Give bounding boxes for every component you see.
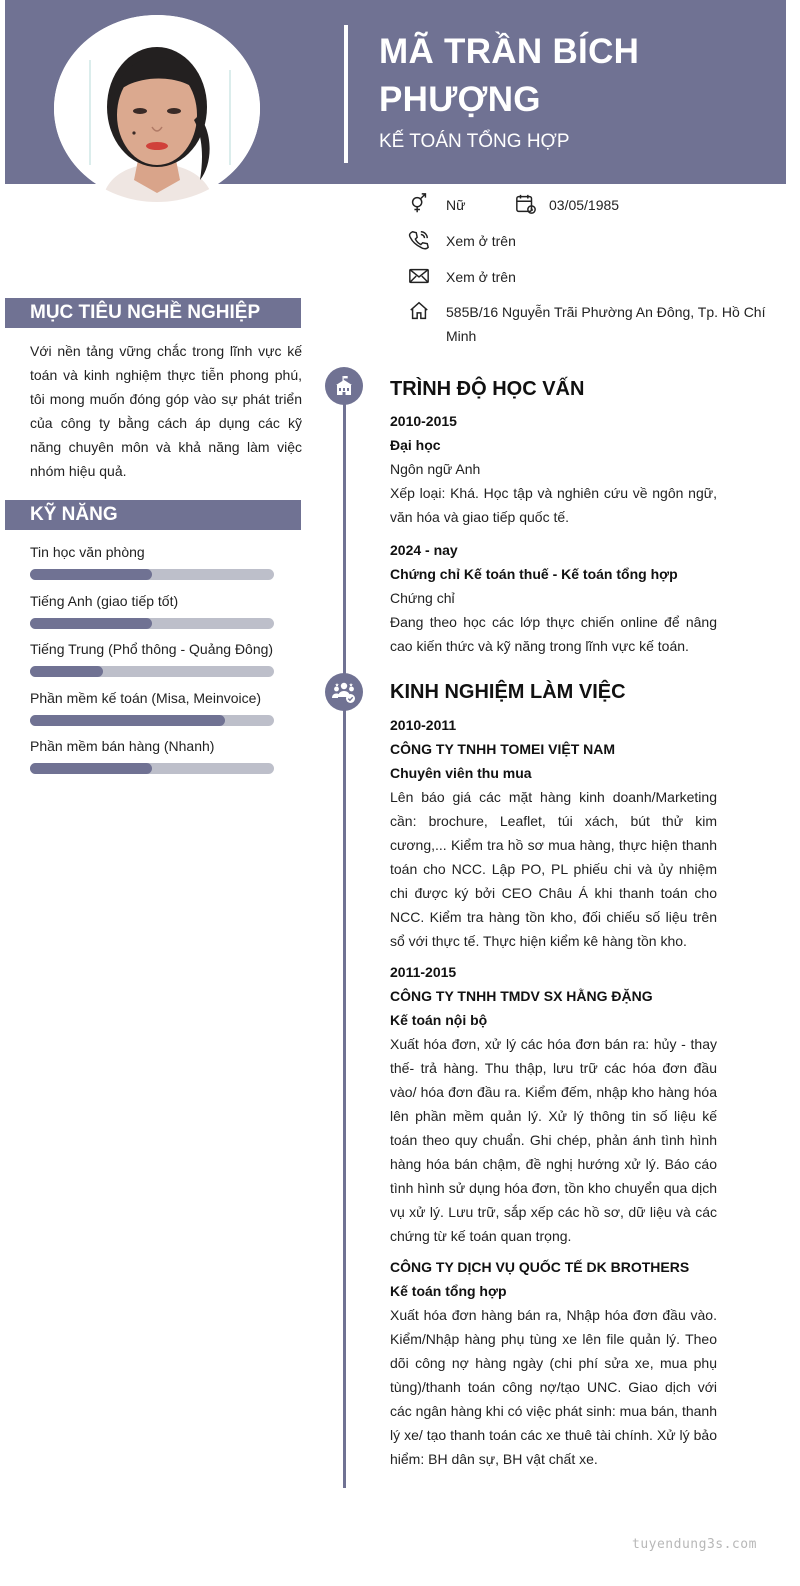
- experience-desc: Xuất hóa đơn, xử lý các hóa đơn bán ra: hủy - thay thế- trả hàng. Thu thập, lưu trữ các hóa đơn đầu vào/ hóa đơn đầu ra. Kiểm đếm, nhập kho hàng hóa lên phần mềm quản lý. Xử lý thông tin số liệu kế toán theo quy chuẩn. Ghi chép, phản ánh tình hình hàng hóa bán chậm, đề nghị hướng xử lý. Báo cáo tình hình sử dụng hóa đơn, tồn kho chuyển qua dịch vụ xử lý. Lưu trữ, sắp xếp các hồ sơ, dữ liệu và các chứng từ kế toán quan trọng.: [390, 1036, 717, 1244]
- mail-icon: [408, 265, 432, 289]
- education-desc: Xếp loại: Khá. Học tập và nghiên cứu về ngôn ngữ, văn hóa và giao tiếp quốc tế.: [390, 485, 717, 525]
- objective-text: Với nền tảng vững chắc trong lĩnh vực kế toán và kinh nghiệm thực tiễn phong phú, tôi mong muốn đóng góp vào sự phát triển của công ty bằng cách áp dụng các kỹ năng chuyên môn và khả năng làm việc nhóm hiệu quả.: [30, 343, 302, 479]
- education-major: Ngôn ngữ Anh: [390, 461, 481, 477]
- skill-item: [30, 736, 274, 756]
- email-value: Xem ở trên: [446, 269, 516, 285]
- education-major: Chứng chỉ: [390, 590, 455, 606]
- skill-label: Tiếng Anh (giao tiếp tốt): [30, 592, 179, 609]
- team-icon: [325, 673, 363, 711]
- experience-role: Kế toán tổng hợp: [390, 1283, 507, 1299]
- experience-item: [390, 960, 717, 1248]
- watermark: tuyendung3s.com: [632, 1537, 757, 1552]
- skill-bar-track: [30, 618, 274, 629]
- skill-bar-fill: [30, 569, 152, 580]
- experience-role: Chuyên viên thu mua: [390, 765, 532, 781]
- objective-heading: MỤC TIÊU NGHỀ NGHIỆP: [5, 298, 301, 328]
- skill-bar-fill: [30, 618, 152, 629]
- phone-value: Xem ở trên: [446, 233, 516, 249]
- experience-company: CÔNG TY TNHH TOMEI VIỆT NAM: [390, 741, 616, 757]
- experience-company: CÔNG TY DỊCH VỤ QUỐC TẾ DK BROTHERS: [390, 1259, 690, 1275]
- education-period: 2024 - nay: [390, 542, 458, 558]
- candidate-title: KẾ TOÁN TỔNG HỢP: [379, 131, 570, 152]
- experience-company: CÔNG TY TNHH TMDV SX HẰNG ĐẶNG: [390, 988, 653, 1004]
- candidate-name: MÃ TRẦN BÍCH PHƯỢNG: [379, 32, 640, 119]
- skill-bar-track: [30, 666, 274, 677]
- phone-icon: [408, 229, 432, 253]
- education-degree: Đại học: [390, 437, 441, 453]
- header-divider: [344, 25, 348, 163]
- skill-bar-track: [30, 715, 274, 726]
- gender-value: Nữ: [446, 197, 466, 213]
- experience-desc: Lên báo giá các mặt hàng kinh doanh/Marketing cần: brochure, Leaflet, túi xách, bút thử kim cương,... Kiểm tra hồ sơ mua hàng, thực hiện thanh toán cho NCC. Lập PO, PL phiếu chi và ủy nhiệm chi được ký bởi CEO Châu Á khi thanh toán cho NCC. Kiểm tra hàng tồn kho, đối chiếu số liệu trên sổ với thực tế. Thực hiện kiểm kê hàng tồn kho.: [390, 789, 717, 949]
- skill-item: [30, 591, 274, 611]
- education-heading: TRÌNH ĐỘ HỌC VẤN: [390, 378, 585, 400]
- education-degree: Chứng chỉ Kế toán thuế - Kế toán tổng hợp: [390, 566, 678, 582]
- experience-item: [390, 713, 717, 953]
- experience-item: [390, 1255, 717, 1471]
- dob-value: 03/05/1985: [549, 197, 620, 213]
- experience-period: 2010-2011: [390, 717, 457, 733]
- education-period: 2010-2015: [390, 413, 457, 429]
- profile-photo-illustration: [54, 15, 260, 202]
- skill-bar-track: [30, 569, 274, 580]
- experience-desc: Xuất hóa đơn hàng bán ra, Nhập hóa đơn đầu vào. Kiểm/Nhập hàng phụ tùng xe lên file quản lý. Theo dõi công nợ hàng ngày (chi phí sửa xe, mua phụ tùng)/thanh toán công nợ/tạo UNC. Giao dịch với các ngân hàng khi có việc phát sinh: mua bán, thanh lý xe/ tạo thanh toán các xe thuê tài chính. Xử lý bảo hiểm: BH dân sự, BH vật chất xe.: [390, 1307, 717, 1467]
- skill-bar-fill: [30, 763, 152, 774]
- gender-icon: [408, 193, 432, 217]
- timeline-line: [343, 372, 346, 1488]
- skill-item: [30, 542, 274, 562]
- education-item: [390, 538, 717, 658]
- school-icon: [325, 367, 363, 405]
- experience-period: 2011-2015: [390, 964, 457, 980]
- skill-label: Phần mềm kế toán (Misa, Meinvoice): [30, 689, 262, 706]
- education-desc: Đang theo học các lớp thực chiến online để nâng cao kiến thức và kỹ năng trong lĩnh vực kế toán.: [390, 614, 717, 654]
- profile-photo: [54, 15, 260, 202]
- skill-bar-fill: [30, 666, 103, 677]
- skill-item: [30, 639, 274, 659]
- address-value: 585B/16 Nguyễn Trãi Phường An Đông, Tp. Hồ Chí Minh: [446, 304, 766, 344]
- home-icon: [408, 300, 432, 324]
- education-item: [390, 409, 717, 529]
- skill-label: Tin học văn phòng: [30, 544, 145, 560]
- skill-bar-track: [30, 763, 274, 774]
- experience-role: Kế toán nội bộ: [390, 1012, 488, 1028]
- skill-label: Tiếng Trung (Phổ thông - Quảng Đông): [30, 641, 274, 657]
- experience-heading: KINH NGHIỆM LÀM VIỆC: [390, 681, 626, 703]
- skill-label: Phần mềm bán hàng (Nhanh): [30, 738, 215, 754]
- skill-item: [30, 688, 274, 708]
- skill-bar-fill: [30, 715, 225, 726]
- skills-heading: KỸ NĂNG: [5, 500, 301, 530]
- calendar-icon: [515, 193, 537, 222]
